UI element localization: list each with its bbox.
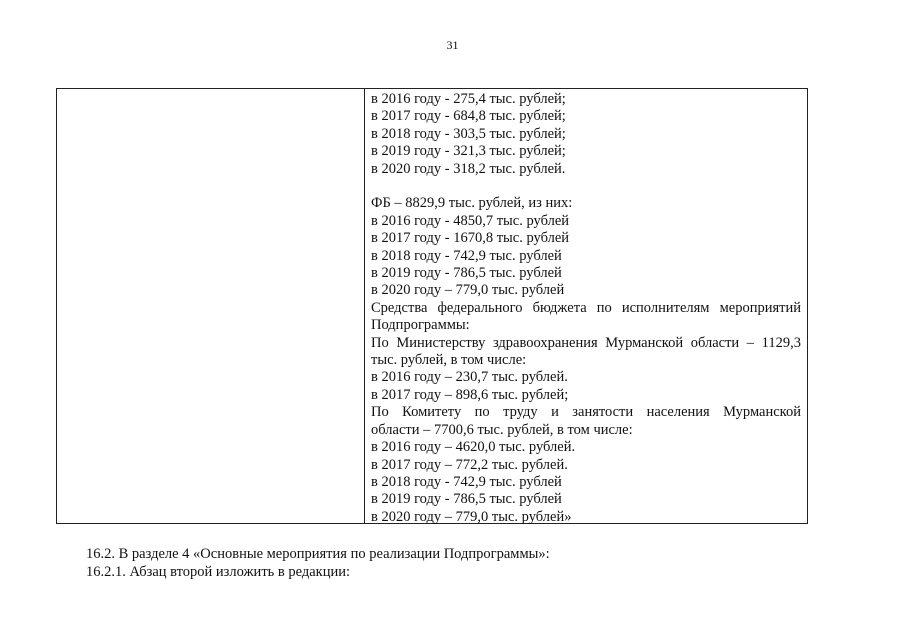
committee-year-line: в 2020 году – 779,0 тыс. рублей»: [371, 508, 572, 525]
committee-year-line: в 2016 году – 4620,0 тыс. рублей.: [371, 439, 576, 456]
federal-heading-line: Подпрограммы:: [371, 317, 470, 334]
table-left-cell: [57, 89, 365, 523]
regional-year-line: в 2018 году - 303,5 тыс. рублей;: [371, 125, 566, 142]
ministry-year-line: в 2017 году – 898,6 тыс. рублей;: [371, 386, 569, 403]
ministry-year-line: в 2016 году – 230,7 тыс. рублей.: [371, 369, 568, 386]
fb-year-line: в 2017 году - 1670,8 тыс. рублей: [371, 230, 570, 247]
blank-line: [371, 178, 801, 195]
regional-year-line: в 2017 году - 684,8 тыс. рублей;: [371, 108, 566, 125]
committee-year-line: в 2017 году – 772,2 тыс. рублей.: [371, 456, 568, 473]
fb-year-line: в 2016 году - 4850,7 тыс. рублей: [371, 212, 570, 229]
federal-heading-line: Средства федерального бюджета по исполнителям мероприятий: [371, 299, 801, 316]
fb-total-line: ФБ – 8829,9 тыс. рублей, из них:: [371, 195, 573, 212]
funding-table: [56, 88, 808, 524]
committee-line: области – 7700,6 тыс. рублей, в том числе:: [371, 421, 633, 438]
committee-year-line: в 2018 году - 742,9 тыс. рублей: [371, 473, 562, 490]
fb-year-line: в 2019 году - 786,5 тыс. рублей: [371, 265, 562, 282]
fb-year-line: в 2020 году – 779,0 тыс. рублей: [371, 282, 565, 299]
ministry-line: По Министерству здравоохранения Мурманской области – 1129,3: [371, 334, 801, 351]
committee-year-line: в 2019 году - 786,5 тыс. рублей: [371, 491, 562, 508]
section-amendment-line: 16.2. В разделе 4 «Основные мероприятия по реализации Подпрограммы»:: [86, 546, 550, 562]
committee-line: По Комитету по труду и занятости населения Мурманской: [371, 404, 801, 421]
page-number: 31: [446, 38, 459, 52]
ministry-line: тыс. рублей, в том числе:: [371, 352, 527, 369]
table-right-cell: [365, 89, 807, 523]
regional-year-line: в 2019 году - 321,3 тыс. рублей;: [371, 143, 566, 160]
regional-year-line: в 2016 году - 275,4 тыс. рублей;: [371, 91, 566, 107]
regional-year-line: в 2020 году - 318,2 тыс. рублей.: [371, 160, 566, 177]
paragraph-amendment-line: 16.2.1. Абзац второй изложить в редакции:: [86, 564, 351, 580]
fb-year-line: в 2018 году - 742,9 тыс. рублей: [371, 247, 562, 264]
